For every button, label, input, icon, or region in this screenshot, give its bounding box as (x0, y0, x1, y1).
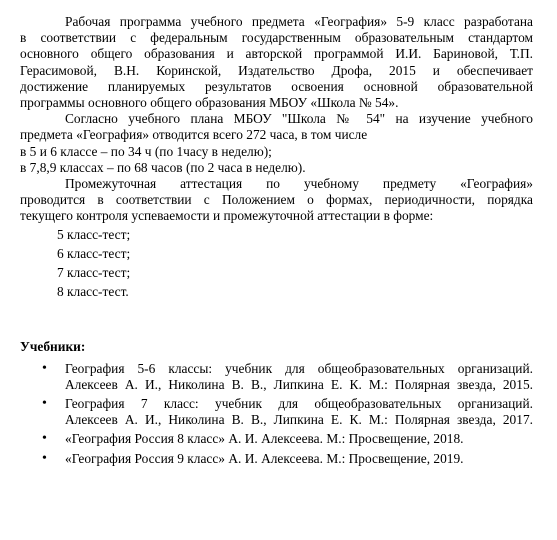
textbook-item (20, 451, 533, 467)
text-line: проводится в соответствии с Положением о формах, периодичности, порядка (20, 192, 533, 208)
class-item: 6 класс-тест; (57, 245, 131, 261)
textbook-item (20, 431, 533, 447)
text-line: предмета «География» отводится всего 272 часа, в том числе (20, 127, 368, 143)
text-line: Герасимовой, В.Н. Коринской, Издательство Дрофа, 2015 и обеспечивает (20, 62, 533, 78)
textbook-item (20, 361, 533, 393)
textbooks-heading: Учебники: (20, 338, 86, 354)
text-line: Рабочая программа учебного предмета «География» 5-9 класс разработана (65, 14, 533, 29)
class-item: 5 класс-тест; (57, 226, 131, 242)
text-line: в 5 и 6 классе – по 34 ч (по 1часу в неделю); (20, 143, 272, 159)
paragraph-attestation (20, 176, 533, 225)
paragraph-program-basis (20, 14, 533, 111)
text-line: основного общего образования и авторской программой И.И. Бариновой, Т.П. (20, 46, 533, 62)
bullet-icon: • (42, 396, 47, 412)
bullet-icon: • (42, 360, 47, 376)
paragraph-study-hours (20, 111, 533, 176)
textbook-line: «География Россия 9 класс» А. И. Алексеева. М.: Просвещение, 2019. (65, 450, 464, 466)
textbook-line: «География Россия 8 класс» А. И. Алексеева. М.: Просвещение, 2018. (65, 431, 464, 447)
bullet-icon: • (42, 450, 47, 466)
textbook-line: Алексеев А. И., Николина В. В., Липкина Е. К. М.: Полярная звезда, 2015. (65, 376, 533, 392)
textbook-line: География 7 класс: учебник для общеобразовательных организаций. (65, 396, 533, 412)
document-page (20, 14, 533, 470)
textbook-list (20, 361, 533, 467)
text-line: в соответствии с федеральным государственным образовательным стандартом (20, 30, 533, 46)
text-line: Согласно учебного плана МБОУ "Школа № 54" на изучение учебного (65, 111, 533, 127)
textbook-line: География 5-6 классы: учебник для общеобразовательных организаций. (65, 360, 533, 376)
class-item: 7 класс-тест; (57, 264, 131, 280)
text-line: Промежуточная аттестация по учебному предмету «География» (65, 176, 533, 192)
textbook-item (20, 396, 533, 428)
spacer (20, 301, 533, 339)
text-line: текущего контроля успеваемости и промежуточной аттестации в форме: (20, 208, 434, 224)
text-line: в 7,8,9 классах – по 68 часов (по 2 часа в неделю). (20, 159, 306, 175)
textbook-line: Алексеев А. И., Николина В. В., Липкина Е. К. М.: Полярная звезда, 2017. (65, 412, 533, 428)
text-line: программы основного общего образования МБОУ «Школа № 54». (20, 95, 399, 111)
text-line: достижение планируемых результатов освоения основной образовательной (20, 78, 533, 94)
bullet-icon: • (42, 431, 47, 447)
class-item: 8 класс-тест. (57, 283, 129, 299)
attestation-class-list (20, 225, 533, 301)
